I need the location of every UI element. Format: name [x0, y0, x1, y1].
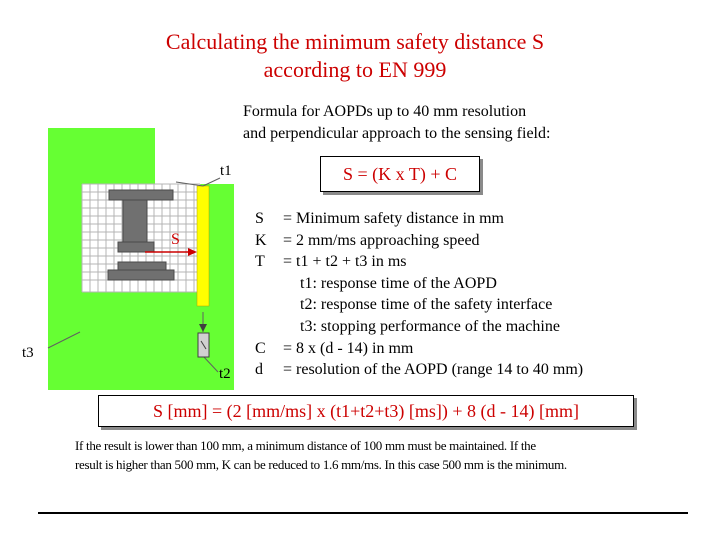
definition-text: = Minimum safety distance in mm [283, 210, 504, 227]
definition-symbol: S [255, 210, 264, 227]
definition-text: = 8 x (d - 14) in mm [283, 339, 414, 357]
formula-intro-line-2: and perpendicular approach to the sensing field: [243, 125, 551, 142]
definition-text: t2: response time of the safety interface [300, 296, 553, 314]
formula-intro-line-1: Formula for AOPDs up to 40 mm resolution [243, 103, 527, 120]
light-curtain [197, 186, 209, 306]
note-line-1: If the result is lower than 100 mm, a minimum distance of 100 mm must be maintained. If the [75, 438, 536, 453]
definition-text: = 2 mm/ms approaching speed [283, 231, 480, 249]
definition-row [255, 273, 583, 295]
definition-row [255, 251, 583, 273]
definition-text: t3: stopping performance of the machine [300, 317, 560, 335]
definition-symbol: K [255, 231, 267, 249]
definition-row [255, 208, 583, 230]
label-t1: t1 [220, 163, 232, 179]
result-formula-box: S [mm] = (2 [mm/ms] x (t1+t2+t3) [ms]) + 8 (d - 14) [mm] [98, 395, 634, 427]
definition-symbol: T [255, 253, 265, 271]
definition-symbol: d [255, 361, 263, 379]
definition-row [255, 338, 583, 360]
title-line-2: according to EN 999 [263, 57, 447, 82]
definition-text: = t1 + t2 + t3 in ms [283, 253, 407, 271]
definition-row [255, 230, 583, 252]
bottom-divider [38, 512, 688, 514]
note-paragraph [75, 436, 567, 474]
definition-row [255, 294, 583, 316]
label-t2: t2 [219, 366, 231, 382]
note-line-2: result is higher than 500 mm, K can be reduced to 1.6 mm/ms. In this case 500 mm is the minimum. [75, 457, 567, 472]
safety-interface-icon [198, 333, 209, 357]
definition-row [255, 316, 583, 338]
label-t3: t3 [22, 345, 34, 361]
formula-box: S = (K x T) + C [320, 156, 480, 192]
definition-text: t1: response time of the AOPD [300, 274, 497, 292]
definition-symbol: C [255, 339, 266, 357]
definition-text: = resolution of the AOPD (range 14 to 40 mm) [283, 361, 584, 379]
definition-row [255, 359, 583, 381]
definitions-list [255, 208, 583, 381]
title-line-1: Calculating the minimum safety distance S [165, 29, 545, 54]
label-s: S [171, 231, 180, 248]
